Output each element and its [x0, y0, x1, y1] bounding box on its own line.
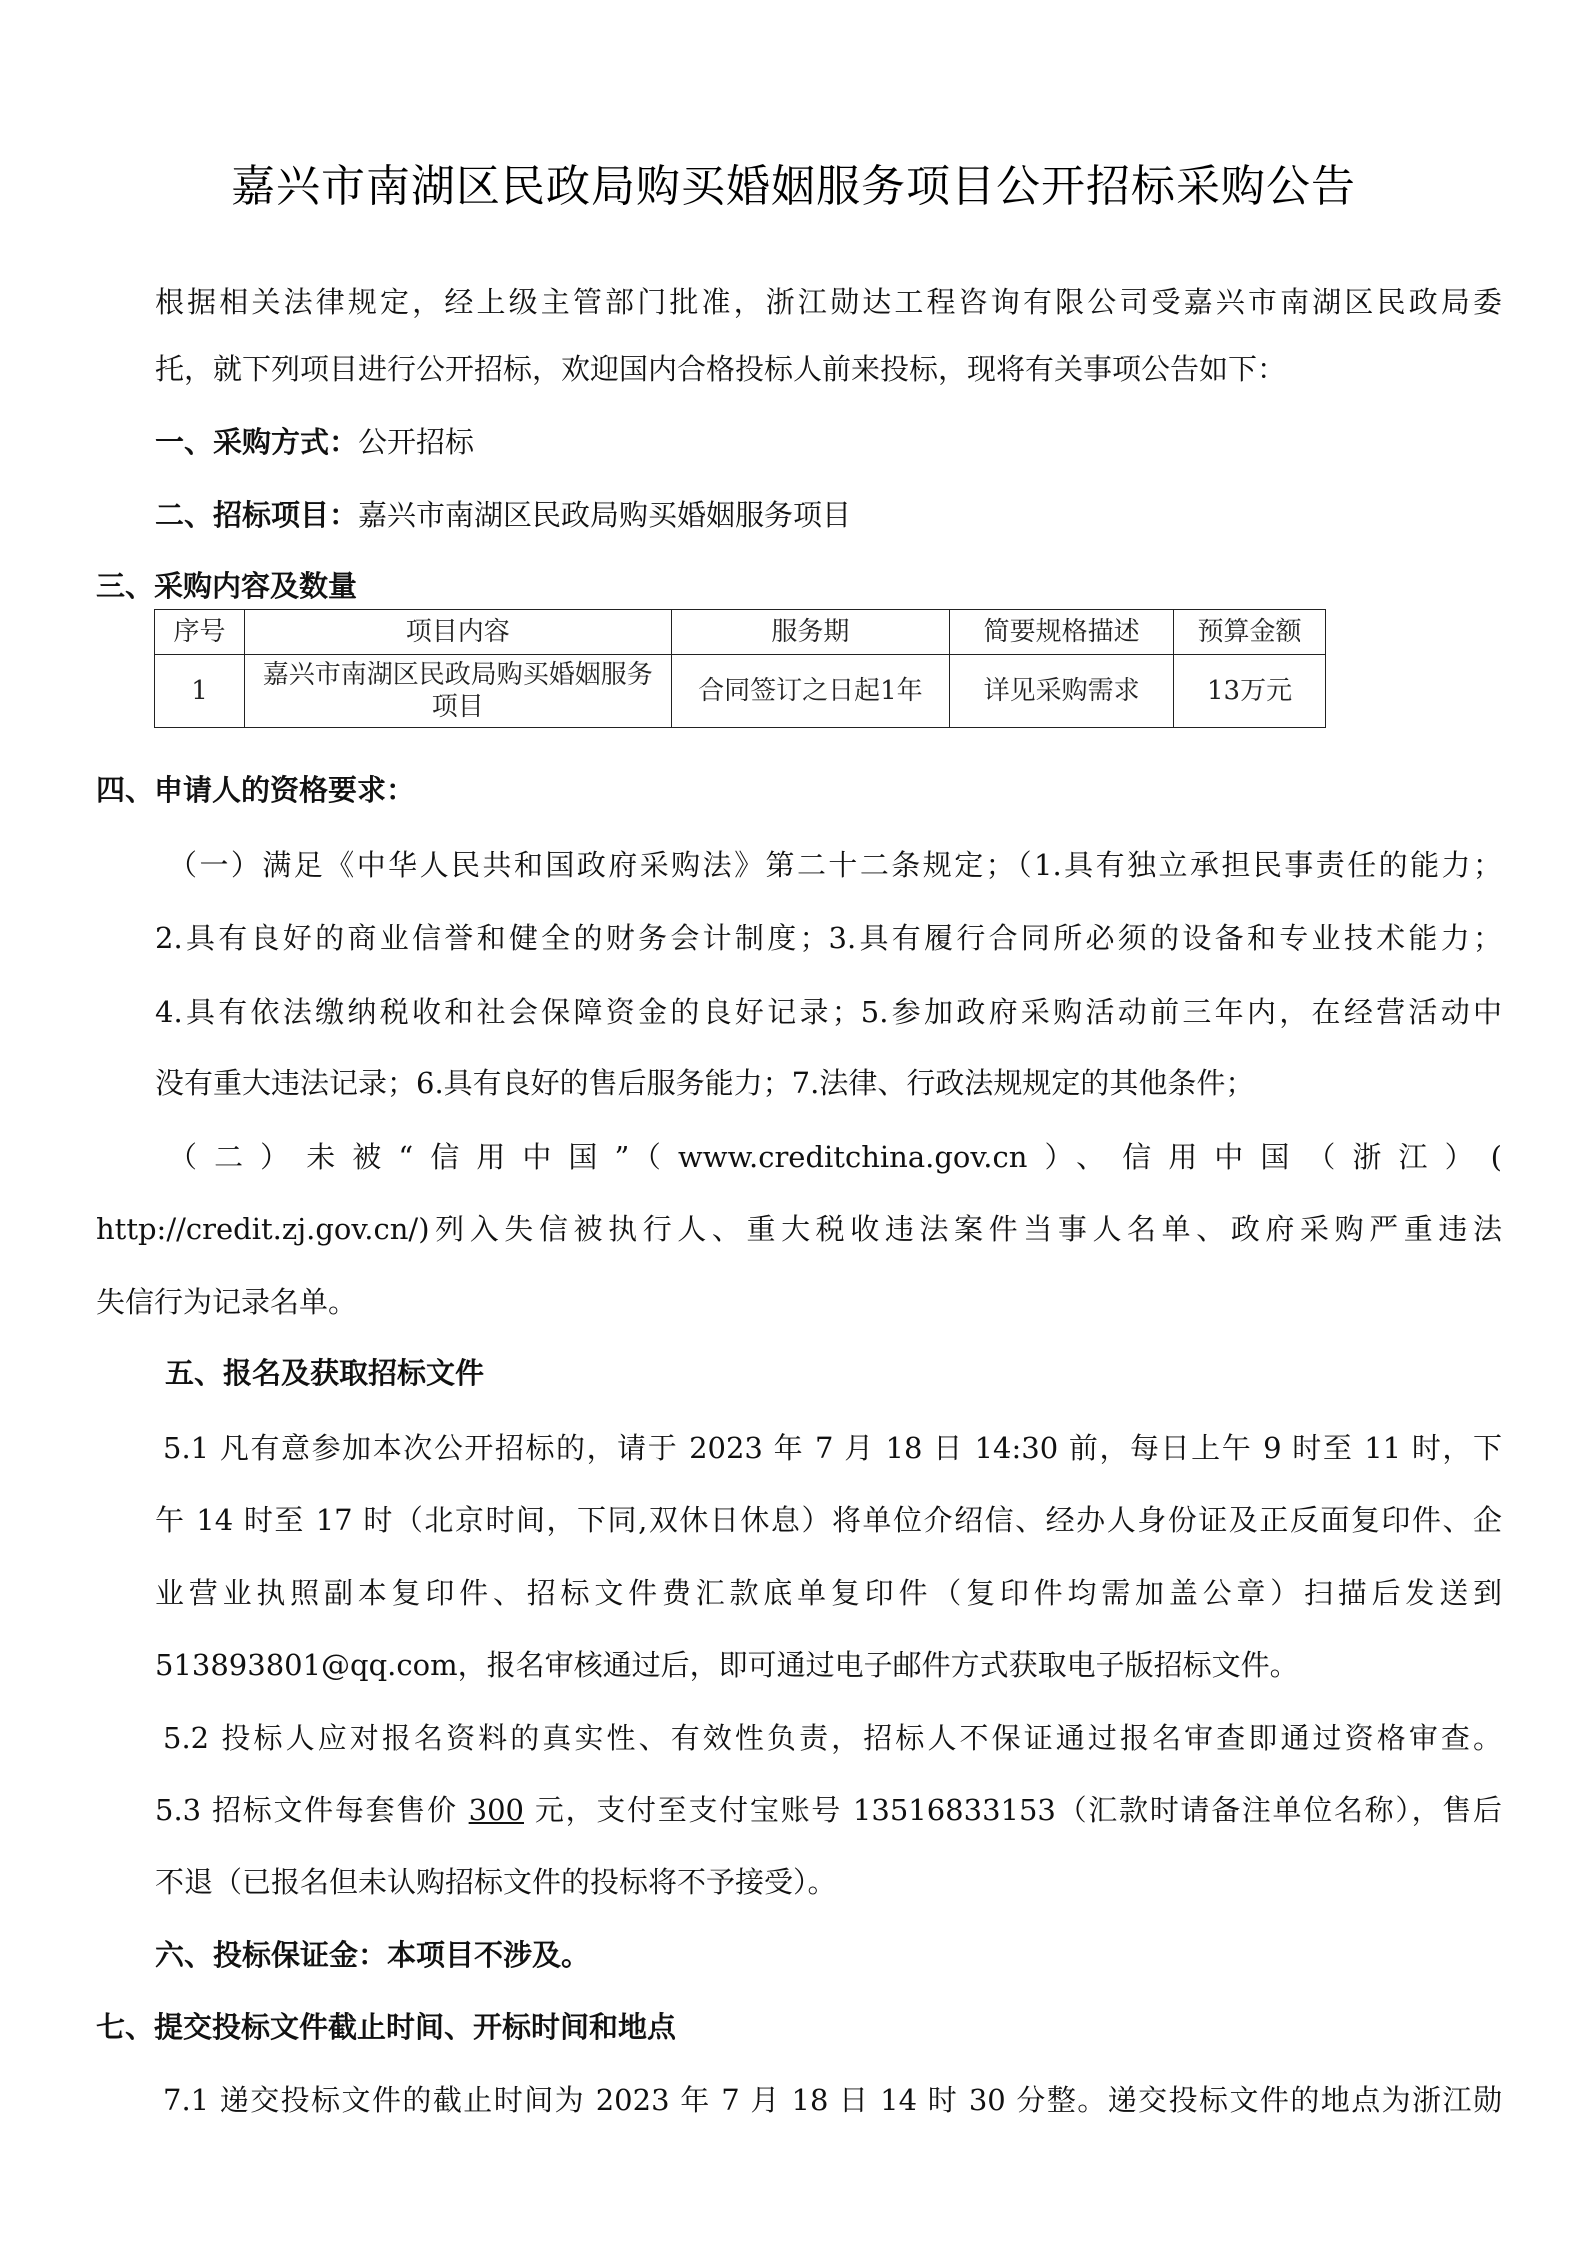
table-cell: 详见采购需求	[950, 655, 1174, 728]
procurement-table	[154, 609, 1326, 728]
table-header-cell: 服务期	[671, 610, 950, 655]
section-3-heading: 三、采购内容及数量	[96, 569, 358, 603]
section-4-heading: 四、申请人的资格要求：	[96, 773, 416, 807]
section-4-para-1-line-4: 没有重大违法记录；6.具有良好的售后服务能力；7.法律、行政法规规定的其他条件；	[155, 1066, 1255, 1100]
table-header-cell: 预算金额	[1174, 610, 1326, 655]
intro-line-1: 根据相关法律规定，经上级主管部门批准，浙江勋达工程咨询有限公司受嘉兴市南湖区民政局委	[155, 285, 1502, 319]
table-cell: 合同签订之日起1年	[671, 655, 950, 728]
section-4-para-1-line-2: 2.具有良好的商业信誉和健全的财务会计制度；3.具有履行合同所必须的设备和专业技术能力；	[155, 921, 1502, 955]
section-5-para-1-line-3: 业营业执照副本复印件、招标文件费汇款底单复印件（复印件均需加盖公章）扫描后发送到	[155, 1576, 1502, 1610]
section-5-para-1-line-2: 午 14 时至 17 时（北京时间，下同,双休日休息）将单位介绍信、经办人身份证及正反面复印件、企	[155, 1503, 1502, 1537]
section-2-label: 二、招标项目：	[155, 498, 359, 532]
section-5-para-2: 5.2 投标人应对报名资料的真实性、有效性负责，招标人不保证通过报名审查即通过资格审查。	[163, 1721, 1502, 1755]
section-5-para-1-line-4: 513893801@qq.com，报名审核通过后，即可通过电子邮件方式获取电子版招标文件。	[155, 1648, 1299, 1682]
section-1-value: 公开招标	[358, 425, 475, 459]
section-4-para-1-line-1: （一）满足《中华人民共和国政府采购法》第二十二条规定；（1.具有独立承担民事责任的能力；	[168, 848, 1502, 882]
table-cell: 13万元	[1174, 655, 1326, 728]
section-4-para-2-line-3: 失信行为记录名单。	[96, 1285, 358, 1319]
section-1	[155, 422, 474, 462]
table-header-row	[155, 610, 1326, 655]
section-5-para-3-text-b: 元，支付至支付宝账号 13516833153（汇款时请备注单位名称），售后	[524, 1793, 1502, 1827]
section-4-para-2-line-1: （二）未被“信用中国”（www.creditchina.gov.cn）、信用中国（浙江）(	[168, 1140, 1502, 1174]
table-cell: 嘉兴市南湖区民政局购买婚姻服务项目	[244, 655, 671, 728]
section-5-para-3-text-a: 5.3 招标文件每套售价	[155, 1793, 469, 1827]
section-1-label: 一、采购方式：	[155, 425, 359, 459]
section-2	[155, 495, 851, 535]
intro-line-2: 托，就下列项目进行公开招标，欢迎国内合格投标人前来投标，现将有关事项公告如下：	[155, 352, 1287, 386]
section-4-para-1-line-3: 4.具有依法缴纳税收和社会保障资金的良好记录；5.参加政府采购活动前三年内，在经营活动中	[155, 995, 1502, 1029]
section-5-para-3-line-2: 不退（已报名但未认购招标文件的投标将不予接受）。	[155, 1865, 837, 1899]
section-7-heading: 七、提交投标文件截止时间、开标时间和地点	[96, 2010, 677, 2044]
section-4-para-2-line-2: http://credit.zj.gov.cn/)列入失信被执行人、重大税收违法案件当事人名单、政府采购严重违法	[96, 1212, 1502, 1246]
section-2-value: 嘉兴市南湖区民政局购买婚姻服务项目	[358, 498, 852, 532]
section-6: 六、投标保证金：本项目不涉及。	[155, 1938, 591, 1972]
section-7-para-1: 7.1 递交投标文件的截止时间为 2023 年 7 月 18 日 14 时 30 分整。递交投标文件的地点为浙江勋	[163, 2083, 1502, 2117]
table-header-cell: 序号	[155, 610, 245, 655]
table-header-cell: 简要规格描述	[950, 610, 1174, 655]
section-5-para-1-line-1: 5.1 凡有意参加本次公开招标的，请于 2023 年 7 月 18 日 14:30 前，每日上午 9 时至 11 时，下	[163, 1431, 1502, 1465]
table-header-cell: 项目内容	[244, 610, 671, 655]
table-row	[155, 655, 1326, 728]
section-5-para-3-line-1	[155, 1790, 1502, 1830]
section-5-heading: 五、报名及获取招标文件	[165, 1356, 485, 1390]
document-fee-amount: 300	[468, 1793, 524, 1827]
page-title: 嘉兴市南湖区民政局购买婚姻服务项目公开招标采购公告	[231, 161, 1356, 212]
table-cell: 1	[155, 655, 245, 728]
